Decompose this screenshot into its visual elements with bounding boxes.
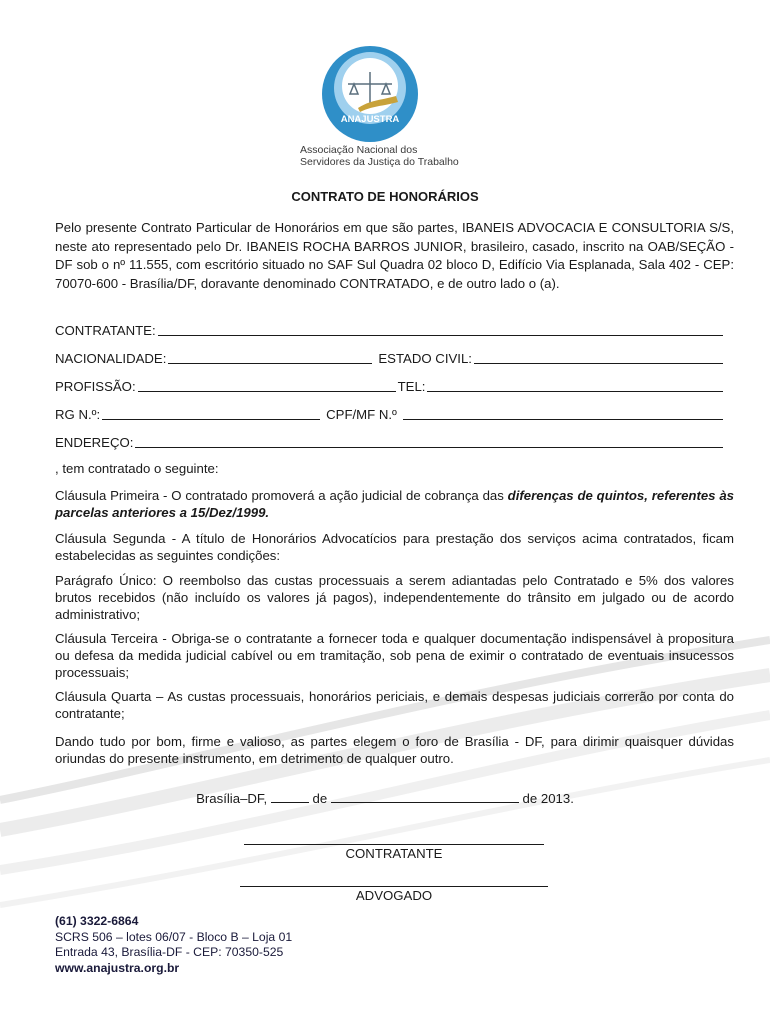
document-title: CONTRATO DE HONORÁRIOS xyxy=(291,189,479,204)
cpf-input-line[interactable] xyxy=(403,405,723,420)
date-de: de xyxy=(312,791,328,806)
endereco-label: ENDEREÇO: xyxy=(55,435,134,450)
profissao-tel-row xyxy=(55,376,725,394)
rg-input-line[interactable] xyxy=(102,405,320,420)
cpf-label: CPF/MF N.º xyxy=(326,407,397,422)
org-line-1: Associação Nacional dos xyxy=(300,144,418,156)
clausula-primeira xyxy=(55,487,734,521)
clausula-segunda: Cláusula Segunda - A título de Honorários Advocatícios para prestação dos serviços acima contratados, ficam estabelecidas as seguintes condições: xyxy=(55,531,734,563)
organization-name xyxy=(300,144,460,168)
closing-paragraph: Dando tudo por bom, firme e valioso, as partes elegem o foro de Brasília - DF, para dirimir quaisquer dúvidas oriundas do presente instrumento, em detrimento de qualquer outro. xyxy=(55,734,734,766)
intro-paragraph: Pelo presente Contrato Particular de Honorários em que são partes, IBANEIS ADVOCACIA E CONSULTORIA S/S, neste ato representado pelo Dr. IBANEIS ROCHA BARROS JUNIOR, brasileiro, casado, inscrito na OAB/SEÇÃO - DF sob o nº 11.555, com escritório situado no SAF Sul Quadra 02 bloco D, Edifício Via Esplanada, Sala 402 - CEP: 70070-600 - Brasília/DF, doravante denominado CONTRATADO, e de outro lado o (a). xyxy=(55,220,734,291)
tel-label: TEL: xyxy=(397,379,426,394)
footer-address-line-1: SCRS 506 – lotes 06/07 - Bloco B – Loja 01 xyxy=(55,929,293,944)
clausula-quarta: Cláusula Quarta – As custas processuais, honorários periciais, e demais despesas judiciais correrão por conta do contratante; xyxy=(55,689,734,721)
contratante-input-line[interactable] xyxy=(158,321,723,336)
rg-cpf-row xyxy=(55,404,725,422)
date-month-blank[interactable] xyxy=(331,790,519,803)
footer-website-link[interactable]: www.anajustra.org.br xyxy=(55,960,180,975)
footer-contact xyxy=(55,914,292,976)
footer-phone: (61) 3322-6864 xyxy=(55,914,139,928)
estado-civil-input-line[interactable] xyxy=(474,349,723,364)
clausula-primeira-text: Cláusula Primeira - O contratado promoverá a ação judicial de cobrança das xyxy=(55,488,508,503)
footer-address-line-2: Entrada 43, Brasília-DF - CEP: 70350-525 xyxy=(55,945,284,959)
nacionalidade-label: NACIONALIDADE: xyxy=(55,351,167,366)
endereco-field-row xyxy=(55,432,725,450)
date-day-blank[interactable] xyxy=(271,790,309,803)
nacionalidade-input-line[interactable] xyxy=(168,349,372,364)
contratante-signature-label: CONTRATANTE xyxy=(345,846,443,861)
date-year: de 2013. xyxy=(522,791,574,806)
tel-input-line[interactable] xyxy=(427,377,723,392)
clausula-terceira: Cláusula Terceira - Obriga-se o contratante a fornecer toda e qualquer documentação indispensável à propositura ou defesa da medida judicial cabível ou em tramitação, sob pena de eximir o contratado de eventuais insucessos processuais; xyxy=(55,631,734,680)
contratante-signature-line[interactable] xyxy=(244,844,544,845)
date-line xyxy=(0,790,770,806)
clausula-primeira-emphasis: diferenças de quintos, referentes às parcelas anteriores a 15/Dez/1999. xyxy=(55,488,735,520)
profissao-input-line[interactable] xyxy=(138,377,396,392)
endereco-input-line[interactable] xyxy=(135,433,723,448)
nacionalidade-estado-civil-row xyxy=(55,348,725,366)
profissao-label: PROFISSÃO: xyxy=(55,379,136,394)
logo-text: ANAJUSTRA xyxy=(340,114,400,125)
contratante-field-row xyxy=(55,320,725,338)
paragrafo-unico: Parágrafo Único: O reembolso das custas processuais a serem adiantadas pelo Contratado e 5% dos valores brutos recebidos (não incluído os valores já pagos), independentemente do trânsito em julgado ou de acordo administrativo; xyxy=(55,573,734,622)
date-place: Brasília–DF, xyxy=(196,791,268,806)
contratante-label: CONTRATANTE: xyxy=(55,323,156,338)
anajustra-logo xyxy=(318,42,422,146)
org-line-2: Servidores da Justiça do Trabalho xyxy=(300,156,459,168)
estado-civil-label: ESTADO CIVIL: xyxy=(378,351,472,366)
advogado-signature-label: ADVOGADO xyxy=(355,888,433,903)
contracted-statement: , tem contratado o seguinte: xyxy=(55,461,219,476)
advogado-signature-line[interactable] xyxy=(240,886,548,887)
rg-label: RG N.º: xyxy=(55,407,101,422)
